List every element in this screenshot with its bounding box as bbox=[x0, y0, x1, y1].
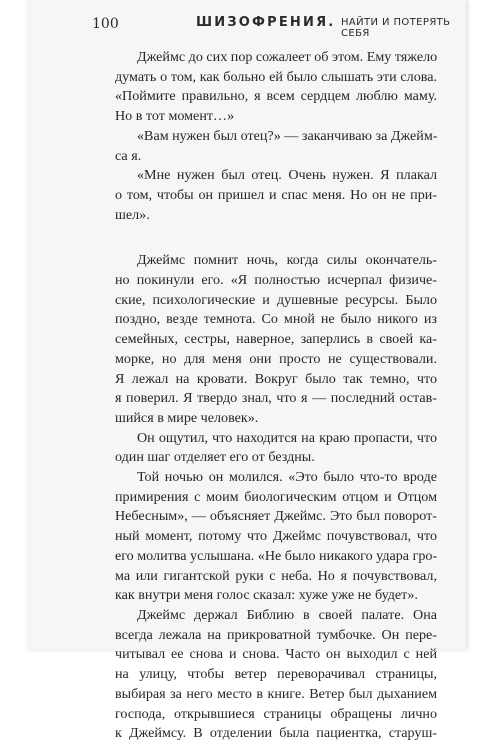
page-number: 100 bbox=[92, 16, 119, 32]
text-line: Но в тот момент…» bbox=[115, 108, 235, 125]
text-line: Я лежал на кровати. Вокруг было так темно, что bbox=[115, 370, 437, 387]
text-line: «Поймите правильно, я всем сердцем люблю маму. bbox=[115, 88, 437, 105]
page-header bbox=[92, 13, 458, 39]
text-line: Он ощутил, что находится на краю пропасти, что bbox=[137, 429, 437, 446]
text-line: господа, открывшиеся страницы обращены лично bbox=[115, 705, 437, 722]
text-line: Джеймс до сих пор сожалеет об этом. Ему тяжело bbox=[137, 49, 438, 65]
text-line: Джеймс держал Библию в своей палате. Она bbox=[137, 606, 437, 623]
text-line: но покинули его. «Я полностью исчерпал физиче- bbox=[115, 272, 437, 289]
text-line: Джеймс помнит ночь, когда силы окончатель- bbox=[137, 252, 437, 269]
text-line: о том, чтобы он пришел и спас меня. Но он не при- bbox=[115, 186, 437, 203]
text-line: шийся в мире человек». bbox=[115, 409, 259, 426]
text-line: примирения с моим биологическим отцом и Отцом bbox=[115, 488, 437, 505]
paragraph bbox=[115, 48, 437, 127]
text-line: я поверил. Я твердо знал, что я — последний остав- bbox=[115, 390, 437, 407]
paragraph bbox=[115, 606, 437, 744]
running-subtitle: НАЙТИ И ПОТЕРЯТЬ СЕБЯ bbox=[341, 17, 451, 39]
text-line: ские, психологические и душевные ресурсы. Было bbox=[115, 291, 437, 308]
text-line: Небесным», — объясняет Джеймс. Это был поворот- bbox=[115, 508, 437, 525]
text-line: «Мне нужен был отец. Очень нужен. Я плакал bbox=[137, 167, 437, 184]
text-line: выбирая за него место в книге. Ветер был дыханием bbox=[115, 685, 437, 702]
scene-break bbox=[115, 225, 437, 251]
paragraph bbox=[115, 127, 437, 166]
text-line: думать о том, как больно ей было слышать эти слова. bbox=[115, 68, 437, 85]
text-line: читывал ее снова и снова. Часто он выходил с ней bbox=[115, 646, 437, 663]
text-line: поздно, везде темнота. Со мной не было никого из bbox=[115, 311, 437, 328]
text-line: один шаг отделяет его от бездны. bbox=[115, 449, 315, 466]
text-line: ный момент, потому что Джеймс почувствовал, что bbox=[115, 528, 437, 545]
paragraph bbox=[115, 468, 437, 606]
running-title: ШИЗОФРЕНИЯ. bbox=[196, 15, 336, 30]
text-line: его молитва услышана. «Не было никакого удара гро- bbox=[115, 547, 438, 564]
paragraph bbox=[115, 429, 437, 468]
book-page bbox=[26, 0, 466, 742]
paragraph bbox=[115, 166, 437, 225]
body-text bbox=[115, 48, 437, 744]
text-line: как внутри меня голос сказал: хуже уже не будет». bbox=[115, 587, 418, 604]
text-line: морке, но для меня они просто не существовали. bbox=[115, 350, 437, 367]
text-line: «Вам нужен был отец?» — заканчиваю за Джейм- bbox=[137, 127, 438, 144]
paragraph bbox=[115, 251, 437, 428]
text-line: Той ночью он молился. «Это было что-то вроде bbox=[137, 469, 437, 486]
text-line: шел». bbox=[115, 206, 150, 223]
text-line: ма или гигантской руки с неба. Но я почувствовал, bbox=[115, 567, 437, 584]
text-line: семейных, сестры, наверное, заперлись в своей ка- bbox=[115, 331, 437, 348]
text-line: на улицу, чтобы ветер переворачивал страницы, bbox=[115, 666, 437, 683]
text-line: са я. bbox=[115, 147, 142, 164]
text-line: всегда лежала на прикроватной тумбочке. Он пере- bbox=[115, 626, 437, 643]
text-line: к Джеймсу. В отделении была пациентка, старуш- bbox=[115, 725, 437, 742]
